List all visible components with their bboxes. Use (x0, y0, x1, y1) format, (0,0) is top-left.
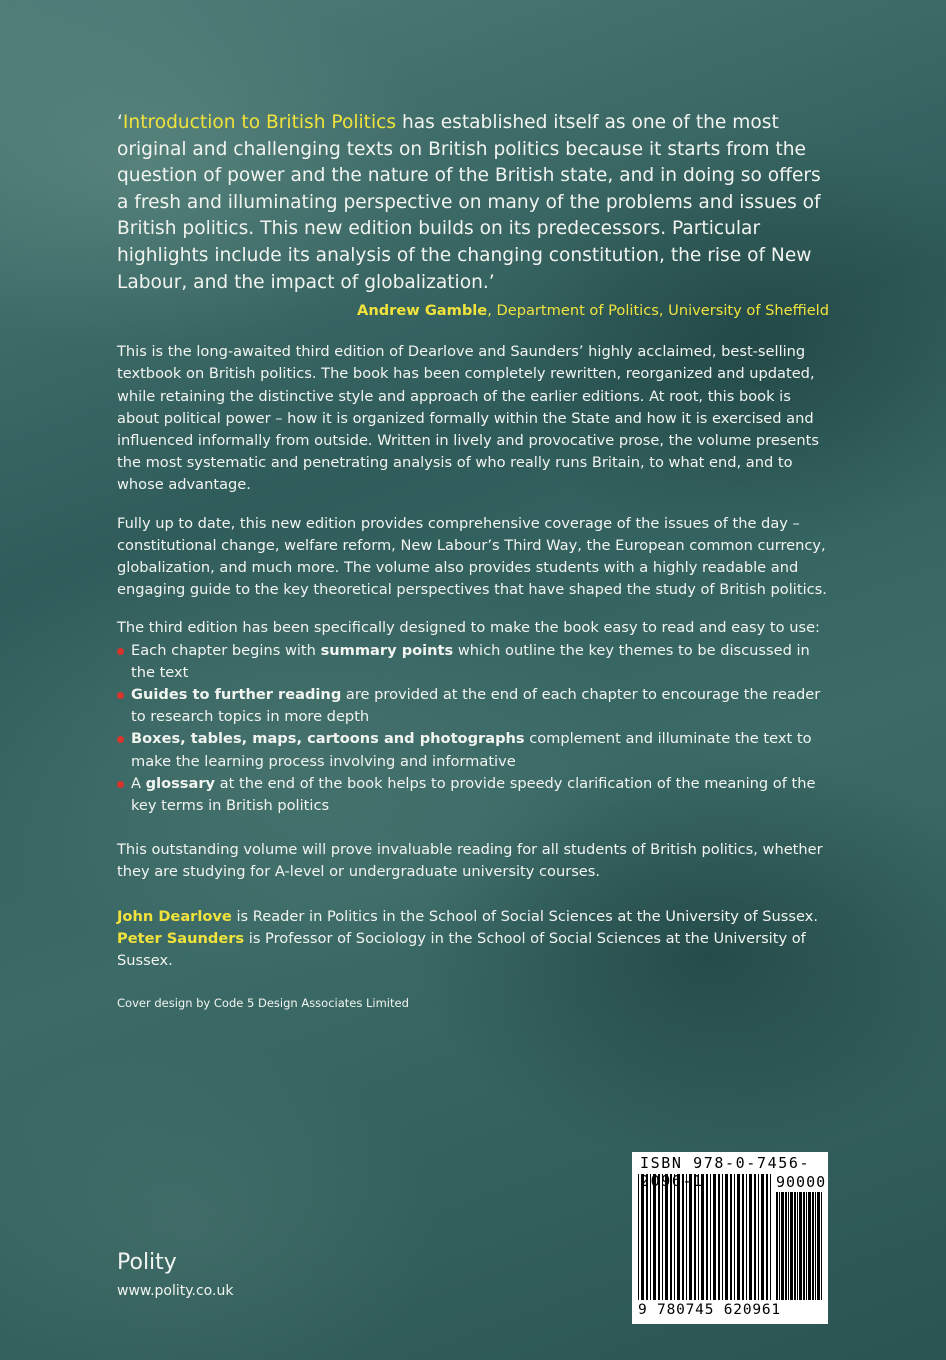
price-addon-text: 90000 (776, 1173, 827, 1191)
barcode-bar (815, 1192, 816, 1300)
publisher-logo: Polity (117, 1250, 177, 1275)
author-bio-1: is Reader in Politics in the School of Social Sciences at the University of Sussex. (231, 907, 818, 925)
barcode-bar (746, 1174, 747, 1300)
description-paragraph-4: This outstanding volume will prove invaluable reading for all students of British politics, whether they are studying for A-level or undergraduate university courses. (117, 841, 823, 881)
barcode-bar (812, 1192, 814, 1300)
bullet-dot-icon (117, 781, 124, 788)
barcode-bar (742, 1174, 744, 1300)
barcode-bar (650, 1174, 651, 1300)
barcode-bar (776, 1192, 778, 1300)
feature-text: at the end of the book helps to provide speedy clarification of the meaning of the key terms in British politics (131, 774, 816, 815)
quoted-book-title: Introduction to British Politics (122, 112, 397, 133)
barcode-bar (770, 1174, 771, 1300)
barcode-bar (754, 1174, 756, 1300)
barcode-bar (710, 1174, 711, 1300)
bullet-dot-icon (117, 736, 124, 743)
barcode-box (632, 1152, 828, 1324)
barcode-bar (686, 1174, 687, 1300)
quote-author: Andrew Gamble (357, 302, 488, 320)
barcode-bar (785, 1192, 787, 1300)
barcode-bar (779, 1192, 780, 1300)
barcode-bar (718, 1174, 720, 1300)
description-paragraph-2: Fully up to date, this new edition provides comprehensive coverage of the issues of the day – constitutional change, welfare reform, New Labour’s Third Way, the European common currency, globalization, and much more. The volume also provides students with a highly readable and engaging guide to the key theoretical perspectives that have shaped the study of British politics. (117, 514, 827, 599)
description-paragraph-3: The third edition has been specifically designed to make the book easy to read and easy to use: (117, 619, 820, 637)
cover-design-credit: Cover design by Code 5 Design Associates Limited (117, 996, 409, 1011)
barcode-bar (682, 1174, 684, 1300)
feature-text: Each chapter begins with (131, 641, 321, 659)
cover-text (117, 110, 829, 1010)
barcode-bar (694, 1174, 696, 1300)
barcode-bar (646, 1174, 648, 1300)
barcode-bar (653, 1174, 656, 1300)
barcode-bar (808, 1192, 811, 1300)
bullet-dot-icon (117, 648, 124, 655)
addon-barcode-icon (776, 1192, 822, 1300)
barcode-bar (766, 1174, 768, 1300)
barcode-bar (817, 1192, 820, 1300)
barcode-bar (674, 1174, 675, 1300)
barcode-bar (725, 1174, 728, 1300)
feature-bold: Guides to further reading (131, 686, 342, 703)
bullet-dot-icon (117, 692, 124, 699)
feature-text: are provided at the end of each chapter to encourage the reader to research topics in more depth (131, 686, 821, 726)
barcode-bar (734, 1174, 735, 1300)
feature-text: complement and illuminate the text to make the learning process involving and informative (131, 730, 812, 770)
barcode-bar (806, 1192, 807, 1300)
quote-text: has established itself as one of the most original and challenging texts on British politics because it starts from the question of power and the nature of the British state, and in doing so offers a fresh and illuminating perspective on many of the problems and issues of British politics. This new edition builds on its predecessors. Particular highlights include its analysis of the changing constitution, the rise of New Labour, and the impact of globalization.’ (117, 112, 821, 293)
feature-bold: glossary (145, 774, 216, 792)
barcode-bar (662, 1174, 663, 1300)
author-bios (117, 906, 829, 973)
barcode-bar (799, 1192, 802, 1300)
quote-open-mark: ‘ (117, 112, 123, 133)
feature-text: A (131, 774, 146, 792)
barcode-bar (713, 1174, 716, 1300)
feature-bold: summary points (320, 641, 454, 659)
list-item (117, 773, 829, 817)
description-paragraph-1: This is the long-awaited third edition of Dearlove and Saunders’ highly acclaimed, best-selling textbook on British politics. The book has been completely rewritten, reorganized and updated, while retaining the distinctive style and approach of the earlier editions. At root, this book is about political power – how it is organized formally within the State and how it is exercised and influenced informally from outside. Written in lively and provocative prose, the volume presents the most systematic and penetrating analysis of who really runs Britain, to what end, and to whose advantage. (117, 343, 819, 494)
barcode-bar (641, 1174, 644, 1300)
list-item (117, 640, 829, 684)
quote-attribution (117, 302, 829, 319)
isbn-text: ISBN 978-0-7456-2096-1 (640, 1154, 811, 1190)
barcode-bar (781, 1192, 784, 1300)
barcode-bar (737, 1174, 740, 1300)
publisher-url: www.polity.co.uk (117, 1283, 234, 1299)
barcode-bar (749, 1174, 752, 1300)
feature-list (117, 640, 829, 818)
barcode-bar (706, 1174, 708, 1300)
barcode-bar (758, 1174, 759, 1300)
endorsement-quote (117, 110, 829, 296)
ean-number-text: 9 780745 620961 (638, 1302, 781, 1318)
author-name-2: Peter Saunders (117, 929, 245, 947)
author-bio-2: is Professor of Sociology in the School of Social Sciences at the University of Sussex. (117, 929, 806, 970)
barcode-bar (698, 1174, 699, 1300)
barcode-bar (677, 1174, 680, 1300)
feature-text: which outline the key themes to be discussed in the text (131, 641, 810, 681)
barcode-bar (821, 1192, 822, 1300)
barcode-bar (794, 1192, 796, 1300)
author-name-1: John Dearlove (117, 907, 232, 925)
barcode-bar (689, 1174, 692, 1300)
barcode-bar (797, 1192, 798, 1300)
barcode-bar (761, 1174, 764, 1300)
barcode-bar (722, 1174, 723, 1300)
barcode-bar (790, 1192, 793, 1300)
barcode-bar (658, 1174, 660, 1300)
barcode-bar (670, 1174, 672, 1300)
barcode-bar (638, 1174, 639, 1300)
barcode-bar (701, 1174, 704, 1300)
barcode-bar (788, 1192, 789, 1300)
quote-affiliation: , Department of Politics, University of Sheffield (487, 302, 829, 320)
barcode-bar (665, 1174, 668, 1300)
list-item (117, 728, 829, 772)
ean-barcode-icon (638, 1174, 772, 1300)
barcode-bar (730, 1174, 732, 1300)
list-item (117, 684, 829, 728)
feature-bold: Boxes, tables, maps, cartoons and photographs (131, 730, 525, 748)
barcode-bar (803, 1192, 805, 1300)
